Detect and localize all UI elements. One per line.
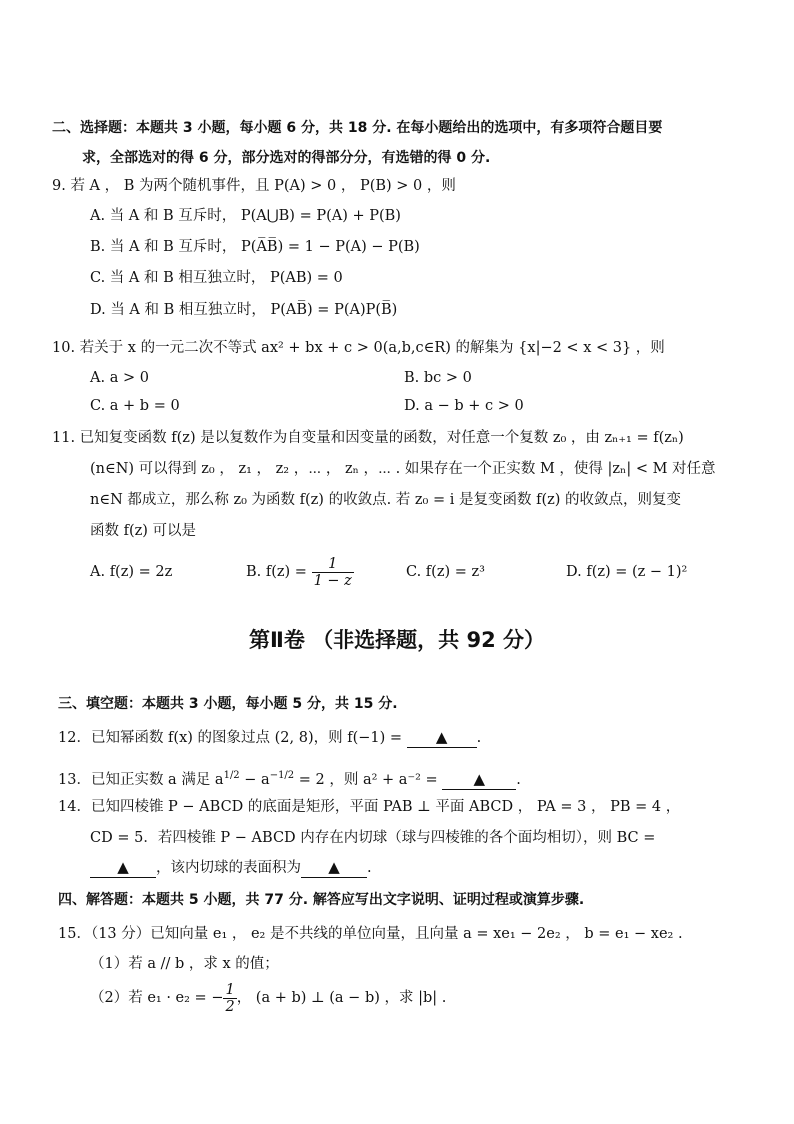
q10-option-d: D. a − b + c > 0 [404, 398, 524, 414]
q11-option-b-prefix: B. f(z) = [246, 564, 307, 580]
q13-line [58, 766, 521, 790]
q15-line1: 15．（13 分）已知向量 e₁ ， e₂ 是不共线的单位向量，且向量 a = xe₁ − 2e₂ ， b = e₁ − xe₂ . [58, 926, 683, 942]
section2-heading-line1: 二、选择题：本题共 3 小题，每小题 6 分，共 18 分. 在每小题给出的选项中，有多项符合题目要 [52, 120, 663, 136]
q15-part2-numerator: 1 [225, 981, 235, 998]
q10-option-b: B. bc > 0 [404, 370, 472, 386]
part2-title: 第Ⅱ卷 （非选择题，共 92 分） [249, 628, 545, 652]
q14-line2: CD = 5．若四棱锥 P − ABCD 内存在内切球（球与四棱锥的各个面均相切），则 BC = [90, 830, 656, 846]
q11-option-a: A. f(z) = 2z [90, 564, 173, 580]
q13-prefix: 13．已知正实数 a 满足 a [58, 771, 224, 788]
q11-option-b-numerator: 1 [312, 556, 354, 573]
q11-option-b-denominator: 1 − z [313, 572, 352, 589]
q11-option-b-fraction [312, 556, 354, 589]
q9-stem: 9. 若 A ， B 为两个随机事件，且 P(A) > 0 ， P(B) > 0 ，则 [52, 178, 456, 194]
q13-exponent-1: 1/2 [223, 770, 240, 781]
q11-line2: (n∈N) 可以得到 z₀ ， z₁ ， z₂ ，⋯ ， zₙ ，⋯ . 如果存在一个正实数 M ，使得 |zₙ| < M 对任意 [90, 461, 716, 477]
q10-option-c: C. a + b = 0 [90, 398, 180, 414]
triangle-icon: ▲ [117, 858, 129, 876]
q11-option-b [246, 552, 354, 592]
triangle-icon: ▲ [473, 769, 486, 788]
triangle-icon: ▲ [435, 728, 448, 746]
q11-line4: 函数 f(z) 可以是 [90, 523, 197, 539]
q15-part2-fraction [223, 982, 236, 1015]
q11-option-d: D. f(z) = (z − 1)² [566, 564, 688, 580]
q13-mid: − a [239, 771, 270, 788]
triangle-icon: ▲ [328, 858, 340, 876]
q13-exponent-2: −1/2 [269, 770, 295, 781]
section4-heading: 四、解答题：本题共 5 小题，共 77 分. 解答应写出文字说明、证明过程或演算步骤. [58, 892, 585, 908]
q12-text: 12．已知幂函数 f(x) 的图象过点 (2, 8)，则 f(−1) = [58, 730, 403, 746]
q11-option-c: C. f(z) = z³ [406, 564, 485, 580]
q9-option-d: D. 当 A 和 B 相互独立时， P(AB̅) = P(A)P(B̅) [90, 302, 398, 318]
q9-option-a: A. 当 A 和 B 互斥时， P(A⋃B) = P(A) + P(B) [90, 208, 401, 224]
q14-answer-blank-2[interactable] [301, 858, 367, 878]
q14-line3-mid: ，该内切球的表面积为 [156, 860, 301, 876]
q14-end: . [367, 860, 372, 876]
q12-answer-blank[interactable] [407, 728, 477, 748]
q15-part2-denominator: 2 [225, 998, 235, 1015]
q10-option-a: A. a > 0 [90, 370, 149, 386]
q14-answer-blank-1[interactable] [90, 858, 156, 878]
q14-line3 [90, 858, 372, 878]
q14-line1: 14．已知四棱锥 P − ABCD 的底面是矩形，平面 PAB ⊥ 平面 ABCD ， PA = 3 ， PB = 4 ， [58, 799, 681, 815]
q13-end: . [516, 771, 521, 788]
q15-part1: （1）若 a // b ，求 x 的值； [90, 956, 279, 972]
q15-part2-prefix: （2）若 e₁ · e₂ = − [90, 990, 224, 1006]
q11-line1: 11. 已知复变函数 f(z) 是以复数作为自变量和因变量的函数，对任意一个复数 z₀ ，由 zₙ₊₁ = f(zₙ) [52, 430, 684, 446]
q10-stem: 10. 若关于 x 的一元二次不等式 ax² + bx + c > 0(a,b,c∈R) 的解集为 {x|−2 < x < 3} ，则 [52, 340, 665, 356]
q13-rest: = 2 ，则 a² + a⁻² = [294, 771, 438, 788]
q9-option-b: B. 当 A 和 B 互斥时， P(A̅B̅) = 1 − P(A) − P(B) [90, 239, 420, 255]
q12-end: . [476, 730, 482, 746]
q15-part2 [90, 978, 446, 1018]
q15-part2-suffix: ， (a + b) ⊥ (a − b) ，求 |b| . [236, 990, 447, 1006]
q12-line [58, 728, 481, 748]
q13-answer-blank[interactable] [442, 770, 516, 790]
section3-heading: 三、填空题：本题共 3 小题，每小题 5 分，共 15 分. [58, 696, 398, 712]
q9-option-c: C. 当 A 和 B 相互独立时， P(AB) = 0 [90, 270, 343, 286]
section2-heading-line2: 求，全部选对的得 6 分，部分选对的得部分分，有选错的得 0 分. [82, 150, 491, 166]
q11-line3: n∈N 都成立，那么称 z₀ 为函数 f(z) 的收敛点. 若 z₀ = i 是复变函数 f(z) 的收敛点，则复变 [90, 492, 682, 508]
